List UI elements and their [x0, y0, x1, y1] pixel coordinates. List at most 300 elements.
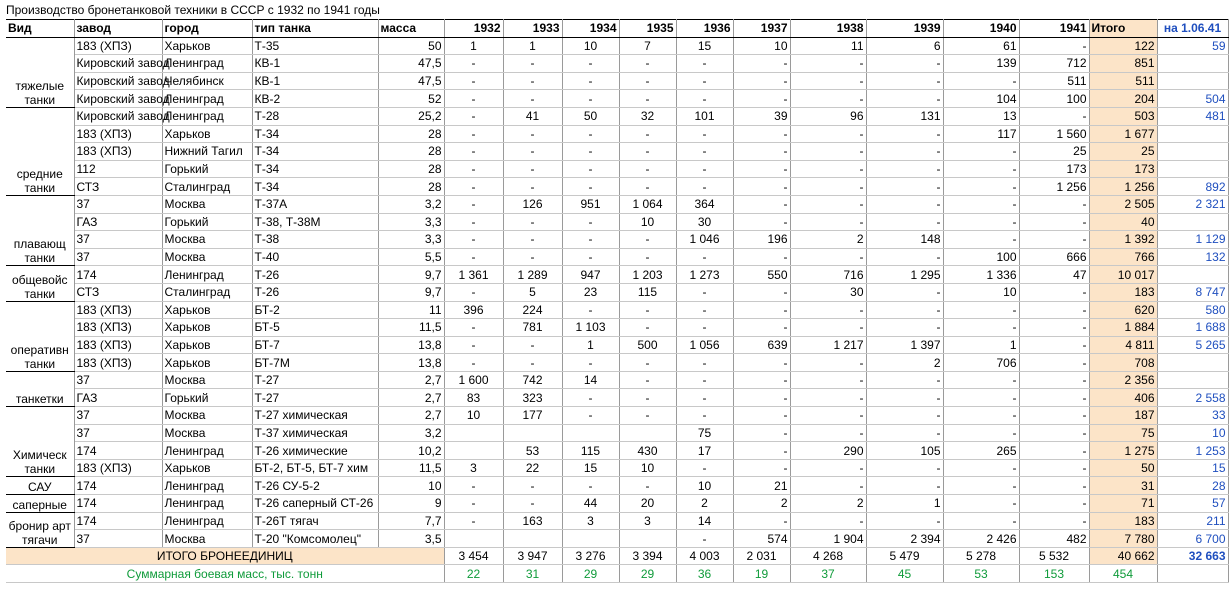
cell-year-1938[interactable]: - — [790, 407, 866, 425]
cell-gorod[interactable]: Харьков — [162, 319, 252, 337]
mass-year-1938[interactable]: 37 — [790, 565, 866, 583]
cell-year-1933[interactable]: - — [503, 125, 562, 143]
cell-year-1932[interactable]: - — [444, 72, 503, 90]
cell-year-1938[interactable]: 2 — [790, 231, 866, 249]
cell-itogo[interactable]: 122 — [1089, 37, 1157, 55]
cell-year-1935[interactable]: - — [619, 160, 676, 178]
cell-year-1941[interactable]: 1 560 — [1019, 125, 1089, 143]
cell-gorod[interactable]: Горький — [162, 389, 252, 407]
cell-year-1938[interactable]: - — [790, 160, 866, 178]
cell-year-1938[interactable]: 11 — [790, 37, 866, 55]
cell-year-1935[interactable]: - — [619, 231, 676, 249]
header-gorod[interactable]: город — [162, 20, 252, 38]
cell-year-1937[interactable]: - — [733, 213, 790, 231]
cell-year-1938[interactable]: - — [790, 55, 866, 73]
cell-gorod[interactable]: Москва — [162, 407, 252, 425]
cell-massa[interactable]: 3,5 — [378, 530, 444, 548]
cell-year-1941[interactable]: - — [1019, 213, 1089, 231]
cell-year-1938[interactable]: - — [790, 301, 866, 319]
cell-year-1940[interactable]: 706 — [943, 354, 1019, 372]
cell-year-1941[interactable]: 25 — [1019, 143, 1089, 161]
cell-itogo[interactable]: 620 — [1089, 301, 1157, 319]
cell-gorod[interactable]: Челябинск — [162, 72, 252, 90]
cell-year-1938[interactable]: - — [790, 72, 866, 90]
cell-year-1932[interactable]: 3 — [444, 459, 503, 477]
cell-gorod[interactable]: Москва — [162, 424, 252, 442]
cell-year-1932[interactable] — [444, 442, 503, 460]
cell-last[interactable]: 6 700 — [1157, 530, 1228, 548]
cell-zavod[interactable]: 183 (ХПЗ) — [74, 336, 162, 354]
cell-tip[interactable]: Т-20 "Комсомолец" — [252, 530, 378, 548]
mass-year-1932[interactable]: 22 — [444, 565, 503, 583]
cell-tip[interactable]: БТ-5 — [252, 319, 378, 337]
cell-year-1936[interactable]: 75 — [676, 424, 733, 442]
cell-last[interactable]: 8 747 — [1157, 283, 1228, 301]
cell-year-1935[interactable]: - — [619, 319, 676, 337]
cell-itogo[interactable]: 851 — [1089, 55, 1157, 73]
cell-year-1938[interactable]: - — [790, 319, 866, 337]
cell-year-1937[interactable]: - — [733, 407, 790, 425]
cell-year-1939[interactable]: - — [866, 213, 943, 231]
cell-year-1935[interactable]: 430 — [619, 442, 676, 460]
cell-gorod[interactable]: Москва — [162, 195, 252, 213]
cell-zavod[interactable]: 183 (ХПЗ) — [74, 354, 162, 372]
cell-year-1935[interactable]: - — [619, 72, 676, 90]
row-group-label[interactable]: Химическ танки — [6, 407, 74, 477]
cell-year-1940[interactable]: 1 336 — [943, 266, 1019, 284]
cell-year-1940[interactable]: - — [943, 72, 1019, 90]
cell-year-1932[interactable]: - — [444, 512, 503, 530]
cell-year-1935[interactable]: - — [619, 354, 676, 372]
header-year-1938[interactable]: 1938 — [790, 20, 866, 38]
cell-year-1935[interactable]: 10 — [619, 459, 676, 477]
cell-zavod[interactable]: СТЗ — [74, 283, 162, 301]
cell-year-1936[interactable]: - — [676, 371, 733, 389]
cell-year-1935[interactable]: - — [619, 125, 676, 143]
cell-year-1940[interactable]: 1 — [943, 336, 1019, 354]
cell-year-1939[interactable]: 131 — [866, 107, 943, 125]
cell-massa[interactable]: 3,3 — [378, 213, 444, 231]
cell-year-1933[interactable]: 742 — [503, 371, 562, 389]
cell-year-1940[interactable]: - — [943, 231, 1019, 249]
cell-massa[interactable]: 2,7 — [378, 371, 444, 389]
cell-year-1940[interactable]: 10 — [943, 283, 1019, 301]
cell-gorod[interactable]: Москва — [162, 371, 252, 389]
header-year-1937[interactable]: 1937 — [733, 20, 790, 38]
cell-year-1941[interactable]: 482 — [1019, 530, 1089, 548]
cell-zavod[interactable]: 37 — [74, 248, 162, 266]
cell-year-1941[interactable]: - — [1019, 442, 1089, 460]
cell-itogo[interactable]: 2 356 — [1089, 371, 1157, 389]
cell-itogo[interactable]: 75 — [1089, 424, 1157, 442]
cell-massa[interactable]: 28 — [378, 178, 444, 196]
header-tip[interactable]: тип танка — [252, 20, 378, 38]
cell-itogo[interactable]: 1 256 — [1089, 178, 1157, 196]
cell-zavod[interactable]: 174 — [74, 266, 162, 284]
cell-massa[interactable]: 2,7 — [378, 389, 444, 407]
total-itogo[interactable]: 40 662 — [1089, 547, 1157, 565]
cell-year-1940[interactable]: 104 — [943, 90, 1019, 108]
total-year-1941[interactable]: 5 532 — [1019, 547, 1089, 565]
cell-year-1935[interactable]: 115 — [619, 283, 676, 301]
cell-year-1934[interactable]: 1 103 — [562, 319, 619, 337]
cell-year-1938[interactable]: 1 217 — [790, 336, 866, 354]
cell-massa[interactable]: 11,5 — [378, 459, 444, 477]
cell-year-1932[interactable]: - — [444, 55, 503, 73]
cell-year-1935[interactable]: - — [619, 477, 676, 495]
cell-year-1934[interactable]: - — [562, 178, 619, 196]
cell-tip[interactable]: Т-26Т тягач — [252, 512, 378, 530]
cell-year-1940[interactable]: - — [943, 213, 1019, 231]
cell-year-1937[interactable]: - — [733, 512, 790, 530]
cell-year-1935[interactable]: - — [619, 248, 676, 266]
cell-gorod[interactable]: Харьков — [162, 125, 252, 143]
cell-year-1938[interactable]: - — [790, 248, 866, 266]
cell-massa[interactable]: 13,8 — [378, 336, 444, 354]
cell-year-1932[interactable]: - — [444, 319, 503, 337]
cell-year-1938[interactable]: - — [790, 90, 866, 108]
cell-year-1940[interactable]: 265 — [943, 442, 1019, 460]
cell-tip[interactable]: Т-27 — [252, 371, 378, 389]
cell-itogo[interactable]: 50 — [1089, 459, 1157, 477]
cell-year-1938[interactable]: - — [790, 213, 866, 231]
cell-year-1933[interactable]: - — [503, 231, 562, 249]
cell-itogo[interactable]: 183 — [1089, 283, 1157, 301]
cell-year-1941[interactable]: 511 — [1019, 72, 1089, 90]
cell-year-1937[interactable]: - — [733, 283, 790, 301]
cell-year-1937[interactable]: - — [733, 371, 790, 389]
cell-last[interactable] — [1157, 354, 1228, 372]
cell-year-1932[interactable]: - — [444, 143, 503, 161]
header-year-1936[interactable]: 1936 — [676, 20, 733, 38]
cell-year-1937[interactable]: 2 — [733, 495, 790, 513]
cell-year-1941[interactable]: - — [1019, 459, 1089, 477]
cell-tip[interactable]: Т-34 — [252, 178, 378, 196]
cell-gorod[interactable]: Москва — [162, 530, 252, 548]
total-year-1938[interactable]: 4 268 — [790, 547, 866, 565]
total-label[interactable]: ИТОГО БРОНЕЕДИНИЦ — [6, 547, 444, 565]
cell-massa[interactable]: 7,7 — [378, 512, 444, 530]
cell-year-1935[interactable]: - — [619, 143, 676, 161]
cell-gorod[interactable]: Харьков — [162, 354, 252, 372]
cell-tip[interactable]: Т-26 СУ-5-2 — [252, 477, 378, 495]
cell-year-1939[interactable]: 1 397 — [866, 336, 943, 354]
cell-zavod[interactable]: 183 (ХПЗ) — [74, 301, 162, 319]
cell-year-1934[interactable] — [562, 530, 619, 548]
cell-zavod[interactable]: 37 — [74, 231, 162, 249]
header-year-1932[interactable]: 1932 — [444, 20, 503, 38]
cell-year-1936[interactable]: - — [676, 389, 733, 407]
cell-zavod[interactable]: 174 — [74, 495, 162, 513]
cell-year-1941[interactable]: 1 256 — [1019, 178, 1089, 196]
cell-year-1941[interactable]: - — [1019, 231, 1089, 249]
cell-year-1939[interactable]: - — [866, 90, 943, 108]
cell-year-1936[interactable]: - — [676, 283, 733, 301]
cell-year-1936[interactable]: - — [676, 530, 733, 548]
cell-year-1936[interactable]: - — [676, 301, 733, 319]
cell-gorod[interactable]: Ленинград — [162, 266, 252, 284]
cell-year-1937[interactable]: - — [733, 160, 790, 178]
cell-tip[interactable]: БТ-7 — [252, 336, 378, 354]
mass-year-1937[interactable]: 19 — [733, 565, 790, 583]
cell-year-1933[interactable]: 53 — [503, 442, 562, 460]
cell-zavod[interactable]: 174 — [74, 442, 162, 460]
cell-year-1937[interactable]: 639 — [733, 336, 790, 354]
cell-gorod[interactable]: Ленинград — [162, 495, 252, 513]
cell-year-1939[interactable]: - — [866, 72, 943, 90]
cell-year-1941[interactable]: 666 — [1019, 248, 1089, 266]
cell-year-1936[interactable]: 364 — [676, 195, 733, 213]
cell-year-1940[interactable]: - — [943, 424, 1019, 442]
cell-year-1933[interactable]: 323 — [503, 389, 562, 407]
cell-year-1935[interactable]: - — [619, 371, 676, 389]
cell-year-1933[interactable]: 126 — [503, 195, 562, 213]
cell-last[interactable] — [1157, 371, 1228, 389]
cell-year-1940[interactable]: - — [943, 301, 1019, 319]
total-year-1932[interactable]: 3 454 — [444, 547, 503, 565]
cell-year-1933[interactable]: - — [503, 354, 562, 372]
cell-year-1933[interactable]: - — [503, 178, 562, 196]
cell-itogo[interactable]: 4 811 — [1089, 336, 1157, 354]
cell-year-1940[interactable]: 61 — [943, 37, 1019, 55]
cell-year-1936[interactable]: 10 — [676, 477, 733, 495]
cell-year-1936[interactable]: - — [676, 72, 733, 90]
cell-year-1934[interactable]: 3 — [562, 512, 619, 530]
cell-year-1940[interactable]: 139 — [943, 55, 1019, 73]
cell-last[interactable]: 132 — [1157, 248, 1228, 266]
cell-last[interactable]: 57 — [1157, 495, 1228, 513]
cell-year-1941[interactable]: - — [1019, 424, 1089, 442]
total-year-1935[interactable]: 3 394 — [619, 547, 676, 565]
cell-year-1935[interactable]: 1 203 — [619, 266, 676, 284]
cell-itogo[interactable]: 406 — [1089, 389, 1157, 407]
cell-itogo[interactable]: 511 — [1089, 72, 1157, 90]
cell-zavod[interactable]: 37 — [74, 424, 162, 442]
cell-year-1940[interactable]: - — [943, 512, 1019, 530]
cell-itogo[interactable]: 1 884 — [1089, 319, 1157, 337]
header-year-1935[interactable]: 1935 — [619, 20, 676, 38]
cell-year-1937[interactable]: 10 — [733, 37, 790, 55]
cell-itogo[interactable]: 1 677 — [1089, 125, 1157, 143]
header-year-1940[interactable]: 1940 — [943, 20, 1019, 38]
cell-year-1932[interactable]: - — [444, 248, 503, 266]
cell-year-1934[interactable]: - — [562, 72, 619, 90]
cell-last[interactable]: 28 — [1157, 477, 1228, 495]
cell-massa[interactable]: 3,2 — [378, 195, 444, 213]
cell-massa[interactable]: 10 — [378, 477, 444, 495]
cell-itogo[interactable]: 31 — [1089, 477, 1157, 495]
header-year-1941[interactable]: 1941 — [1019, 20, 1089, 38]
cell-year-1937[interactable]: - — [733, 90, 790, 108]
cell-massa[interactable]: 52 — [378, 90, 444, 108]
cell-year-1932[interactable]: - — [444, 283, 503, 301]
cell-itogo[interactable]: 766 — [1089, 248, 1157, 266]
cell-gorod[interactable]: Харьков — [162, 301, 252, 319]
cell-zavod[interactable]: 174 — [74, 477, 162, 495]
cell-last[interactable] — [1157, 160, 1228, 178]
cell-year-1936[interactable]: - — [676, 459, 733, 477]
mass-itogo[interactable]: 454 — [1089, 565, 1157, 583]
cell-massa[interactable]: 9,7 — [378, 283, 444, 301]
cell-year-1940[interactable]: - — [943, 160, 1019, 178]
total-year-1933[interactable]: 3 947 — [503, 547, 562, 565]
cell-gorod[interactable]: Сталинград — [162, 283, 252, 301]
cell-year-1939[interactable]: - — [866, 143, 943, 161]
cell-year-1932[interactable]: - — [444, 195, 503, 213]
cell-year-1933[interactable]: - — [503, 213, 562, 231]
cell-tip[interactable]: БТ-2, БТ-5, БТ-7 хим — [252, 459, 378, 477]
cell-year-1932[interactable]: - — [444, 125, 503, 143]
cell-year-1935[interactable] — [619, 424, 676, 442]
cell-itogo[interactable]: 25 — [1089, 143, 1157, 161]
cell-year-1935[interactable]: - — [619, 407, 676, 425]
cell-year-1932[interactable]: - — [444, 160, 503, 178]
cell-year-1934[interactable]: 951 — [562, 195, 619, 213]
cell-zavod[interactable]: Кировский завод — [74, 72, 162, 90]
cell-year-1940[interactable]: - — [943, 495, 1019, 513]
cell-year-1936[interactable]: 1 056 — [676, 336, 733, 354]
cell-zavod[interactable]: 183 (ХПЗ) — [74, 459, 162, 477]
row-group-label[interactable]: плавающ танки — [6, 195, 74, 265]
cell-tip[interactable]: Т-26 саперный СТ-26 — [252, 495, 378, 513]
cell-massa[interactable]: 2,7 — [378, 407, 444, 425]
cell-year-1936[interactable]: - — [676, 354, 733, 372]
cell-year-1935[interactable]: - — [619, 178, 676, 196]
cell-year-1938[interactable]: - — [790, 512, 866, 530]
cell-tip[interactable]: Т-26 химические — [252, 442, 378, 460]
cell-year-1939[interactable]: 1 — [866, 495, 943, 513]
cell-year-1940[interactable]: - — [943, 195, 1019, 213]
cell-year-1935[interactable]: - — [619, 90, 676, 108]
cell-year-1932[interactable]: - — [444, 107, 503, 125]
cell-year-1941[interactable]: - — [1019, 495, 1089, 513]
cell-year-1938[interactable]: 30 — [790, 283, 866, 301]
cell-zavod[interactable]: Кировский завод — [74, 107, 162, 125]
cell-year-1933[interactable]: - — [503, 90, 562, 108]
cell-year-1939[interactable]: - — [866, 283, 943, 301]
cell-year-1933[interactable]: - — [503, 477, 562, 495]
cell-year-1934[interactable]: 44 — [562, 495, 619, 513]
total-year-1936[interactable]: 4 003 — [676, 547, 733, 565]
header-year-1934[interactable]: 1934 — [562, 20, 619, 38]
cell-year-1932[interactable] — [444, 530, 503, 548]
cell-year-1939[interactable]: 6 — [866, 37, 943, 55]
cell-year-1932[interactable] — [444, 424, 503, 442]
cell-gorod[interactable]: Харьков — [162, 459, 252, 477]
cell-massa[interactable]: 28 — [378, 143, 444, 161]
cell-tip[interactable]: Т-34 — [252, 160, 378, 178]
header-last[interactable]: на 1.06.41 — [1157, 20, 1228, 38]
cell-year-1934[interactable]: 15 — [562, 459, 619, 477]
cell-year-1940[interactable]: 100 — [943, 248, 1019, 266]
cell-last[interactable]: 1 129 — [1157, 231, 1228, 249]
cell-massa[interactable]: 28 — [378, 125, 444, 143]
total-year-1934[interactable]: 3 276 — [562, 547, 619, 565]
cell-itogo[interactable]: 71 — [1089, 495, 1157, 513]
cell-year-1940[interactable]: - — [943, 319, 1019, 337]
cell-last[interactable] — [1157, 125, 1228, 143]
cell-year-1941[interactable]: 173 — [1019, 160, 1089, 178]
cell-gorod[interactable]: Ленинград — [162, 512, 252, 530]
cell-zavod[interactable]: 37 — [74, 371, 162, 389]
cell-gorod[interactable]: Харьков — [162, 336, 252, 354]
cell-year-1936[interactable]: - — [676, 319, 733, 337]
cell-year-1938[interactable]: 2 — [790, 495, 866, 513]
cell-year-1941[interactable]: 712 — [1019, 55, 1089, 73]
cell-year-1939[interactable]: - — [866, 160, 943, 178]
cell-last[interactable]: 1 688 — [1157, 319, 1228, 337]
cell-year-1939[interactable]: - — [866, 248, 943, 266]
cell-gorod[interactable]: Москва — [162, 248, 252, 266]
cell-gorod[interactable]: Ленинград — [162, 55, 252, 73]
cell-year-1939[interactable]: - — [866, 178, 943, 196]
cell-itogo[interactable]: 2 505 — [1089, 195, 1157, 213]
cell-year-1935[interactable]: 3 — [619, 512, 676, 530]
cell-year-1939[interactable]: 105 — [866, 442, 943, 460]
cell-year-1937[interactable]: - — [733, 143, 790, 161]
cell-year-1934[interactable]: - — [562, 301, 619, 319]
cell-massa[interactable]: 3,2 — [378, 424, 444, 442]
cell-year-1937[interactable]: 550 — [733, 266, 790, 284]
cell-last[interactable]: 892 — [1157, 178, 1228, 196]
cell-last[interactable] — [1157, 143, 1228, 161]
cell-year-1936[interactable]: - — [676, 248, 733, 266]
cell-year-1936[interactable]: 1 273 — [676, 266, 733, 284]
cell-massa[interactable]: 9 — [378, 495, 444, 513]
cell-year-1934[interactable]: - — [562, 55, 619, 73]
cell-year-1936[interactable]: 30 — [676, 213, 733, 231]
cell-tip[interactable]: Т-26 — [252, 283, 378, 301]
cell-massa[interactable]: 13,8 — [378, 354, 444, 372]
cell-tip[interactable]: Т-38, Т-38М — [252, 213, 378, 231]
cell-gorod[interactable]: Ленинград — [162, 107, 252, 125]
cell-year-1936[interactable]: 15 — [676, 37, 733, 55]
cell-year-1932[interactable]: - — [444, 178, 503, 196]
cell-year-1932[interactable]: 396 — [444, 301, 503, 319]
cell-massa[interactable]: 11 — [378, 301, 444, 319]
cell-year-1936[interactable]: - — [676, 407, 733, 425]
cell-year-1939[interactable]: 148 — [866, 231, 943, 249]
cell-year-1934[interactable]: - — [562, 407, 619, 425]
cell-year-1941[interactable]: - — [1019, 301, 1089, 319]
cell-gorod[interactable]: Сталинград — [162, 178, 252, 196]
cell-gorod[interactable]: Горький — [162, 160, 252, 178]
header-itogo[interactable]: Итого — [1089, 20, 1157, 38]
cell-year-1939[interactable]: - — [866, 55, 943, 73]
cell-last[interactable]: 15 — [1157, 459, 1228, 477]
cell-last[interactable]: 33 — [1157, 407, 1228, 425]
cell-year-1940[interactable]: - — [943, 143, 1019, 161]
cell-last[interactable]: 59 — [1157, 37, 1228, 55]
cell-year-1938[interactable]: 716 — [790, 266, 866, 284]
cell-year-1941[interactable]: - — [1019, 283, 1089, 301]
cell-year-1933[interactable]: 781 — [503, 319, 562, 337]
cell-gorod[interactable]: Ленинград — [162, 477, 252, 495]
cell-last[interactable] — [1157, 266, 1228, 284]
cell-year-1932[interactable]: 10 — [444, 407, 503, 425]
cell-year-1932[interactable]: - — [444, 90, 503, 108]
cell-gorod[interactable]: Ленинград — [162, 90, 252, 108]
cell-year-1939[interactable]: - — [866, 459, 943, 477]
cell-year-1934[interactable]: - — [562, 354, 619, 372]
cell-year-1934[interactable]: 1 — [562, 336, 619, 354]
cell-massa[interactable]: 25,2 — [378, 107, 444, 125]
cell-year-1936[interactable]: 101 — [676, 107, 733, 125]
cell-zavod[interactable]: 183 (ХПЗ) — [74, 125, 162, 143]
cell-year-1935[interactable]: 32 — [619, 107, 676, 125]
header-vid[interactable]: Вид — [6, 20, 74, 38]
cell-year-1941[interactable]: - — [1019, 512, 1089, 530]
